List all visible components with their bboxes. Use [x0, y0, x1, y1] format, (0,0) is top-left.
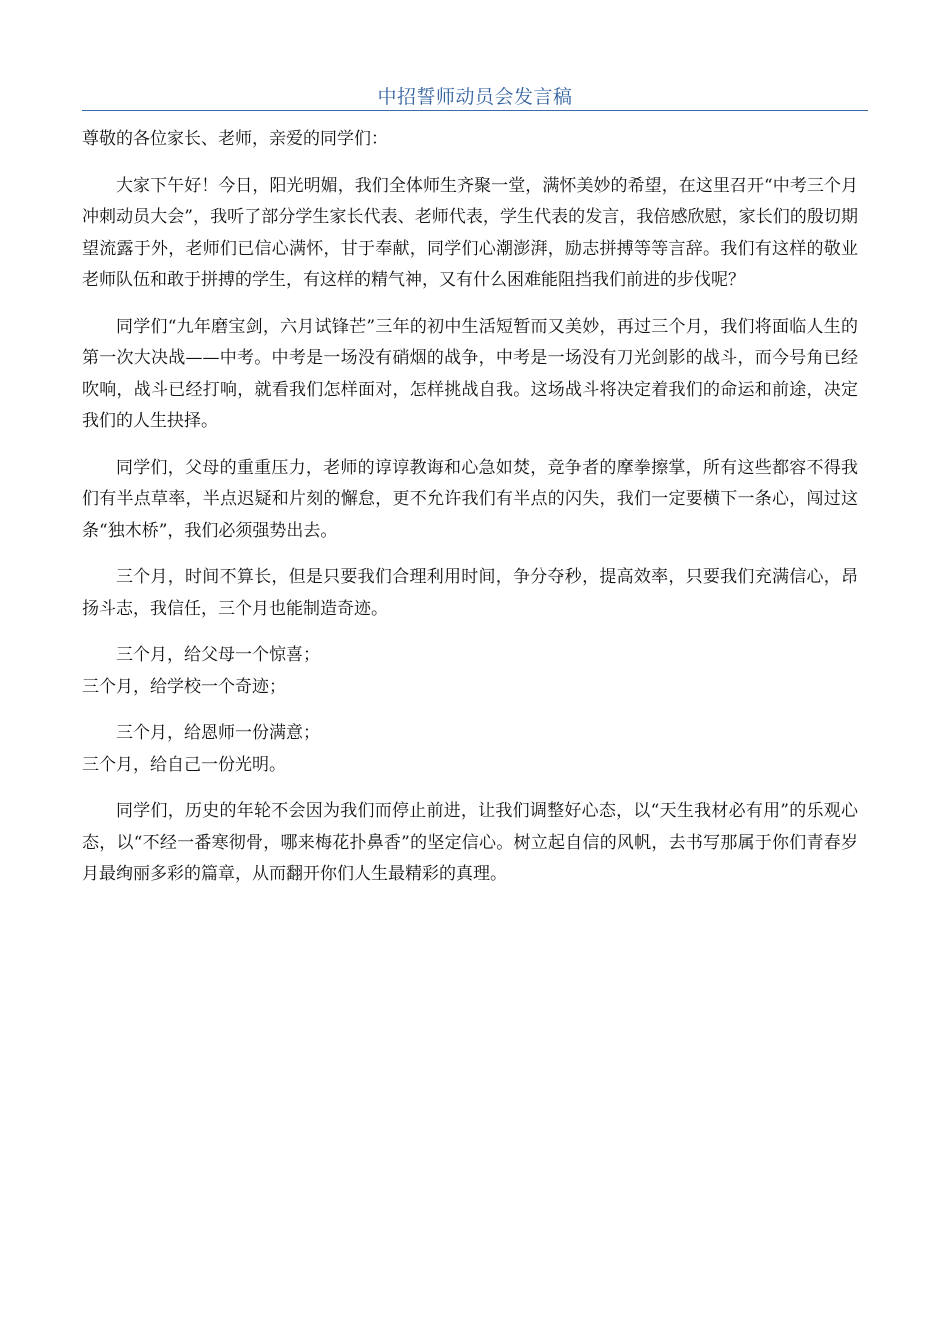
paragraph-pressure: 同学们，父母的重重压力，老师的谆谆教诲和心急如焚，竞争者的摩拳擦掌，所有这些都容不得我们有半点草率，半点迟疑和片刻的懈怠，更不允许我们有半点的闪失，我们一定要横下一条心，闯过这条“独木桥”，我们必须强势出去。 — [82, 457, 858, 541]
pledge-line-school: 三个月，给学校一个奇迹； — [82, 676, 286, 697]
paragraph-closing: 同学们，历史的年轮不会因为我们而停止前进，让我们调整好心态，以“天生我材必有用”的乐观心态，以“不经一番寒彻骨，哪来梅花扑鼻香”的坚定信心。树立起自信的风帆，去书写那属于你们青春岁月最绚丽多彩的篇章，从而翻开你们人生最精彩的真理。 — [82, 801, 858, 884]
paragraph-greeting: 大家下午好！今日，阳光明媚，我们全体师生齐聚一堂，满怀美妙的希望，在这里召开“中考三个月冲刺动员大会”，我听了部分学生家长代表、老师代表，学生代表的发言，我倍感欣慰，家长们的殷切期望流露于外，老师们已信心满怀，甘于奉献，同学们心潮澎湃，励志拼搏等等言辞。我们有这样的敬业老师队伍和敢于拼搏的学生，有这样的精气神，又有什么困难能阻挡我们前进的步伐呢？ — [82, 175, 858, 290]
document-title: 中招誓师动员会发言稿 — [377, 86, 573, 108]
pledge-line-teachers: 三个月，给恩师一份满意； — [116, 723, 320, 743]
paragraph-three-months: 三个月，时间不算长，但是只要我们合理利用时间，争分夺秒，提高效率，只要我们充满信心，昂扬斗志，我信任，三个月也能制造奇迹。 — [82, 567, 858, 619]
salutation: 尊敬的各位家长、老师，亲爱的同学们： — [82, 129, 388, 149]
document-header — [82, 78, 868, 111]
pledge-line-self: 三个月，给自己一份光明。 — [82, 754, 286, 775]
document-body — [82, 124, 858, 891]
pledge-line-parents: 三个月，给父母一个惊喜； — [116, 645, 320, 665]
paragraph-exam-battle: 同学们“九年磨宝剑，六月试锋芒”三年的初中生活短暂而又美妙，再过三个月，我们将面临人生的第一次大决战——中考。中考是一场没有硝烟的战争，中考是一场没有刀光剑影的战斗，而今号角已经吹响，战斗已经打响，就看我们怎样面对，怎样挑战自我。这场战斗将决定着我们的命运和前途，决定我们的人生抉择。 — [82, 316, 858, 431]
